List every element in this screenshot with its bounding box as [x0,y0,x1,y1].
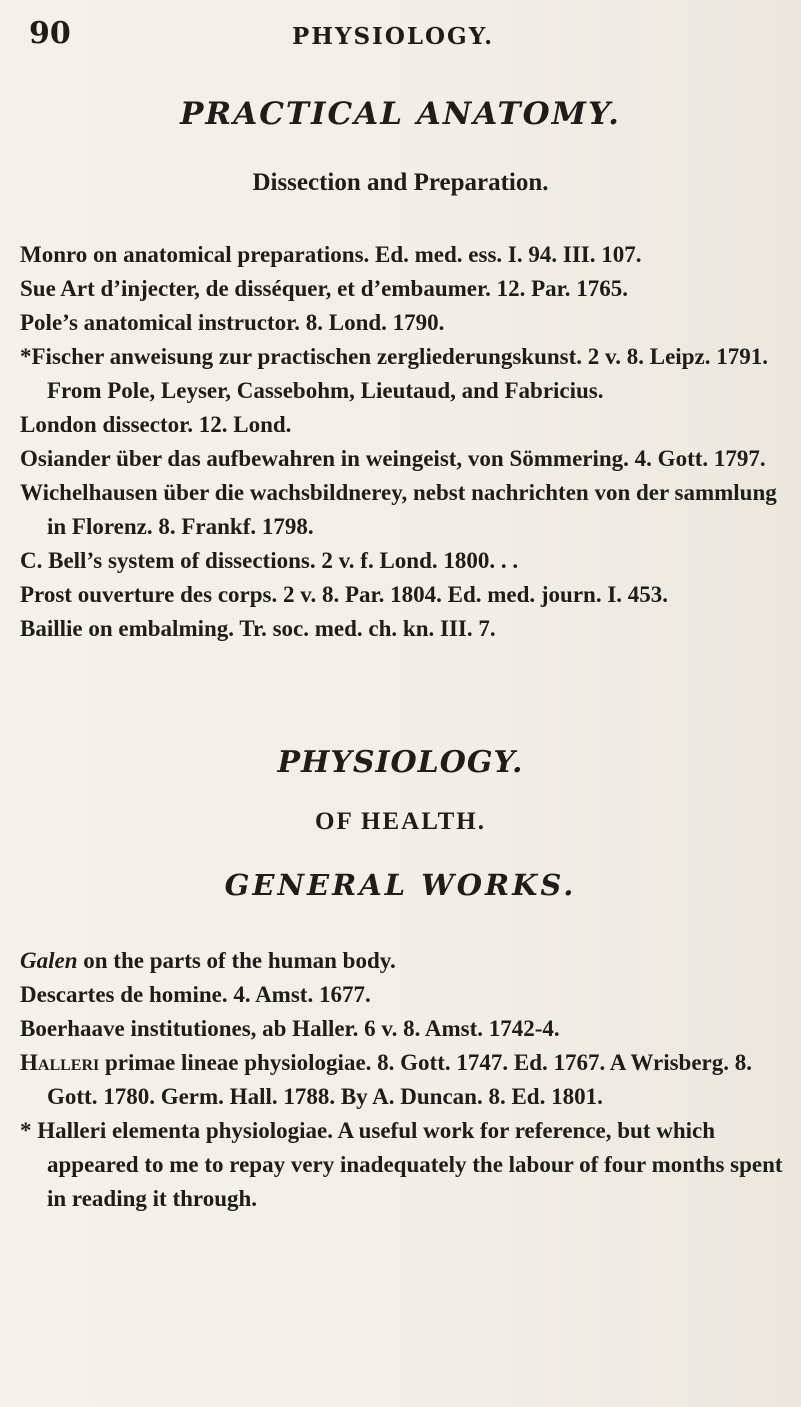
author-name: Halleri [20,1050,100,1075]
list-item: Monro on anatomical preparations. Ed. med. ess. I. 94. III. 107. [20,242,642,267]
list-item: Wichelhausen über die wachsbildnerey, nebst nachrichten von der sammlung in Florenz. 8. Frankf. 1798. [20,480,777,539]
page-number: 90 [29,16,71,51]
section-title-practical-anatomy: PRACTICAL ANATOMY. [180,96,621,132]
list-item: Osiander über das aufbewahren in weingeist, von Sömmering. 4. Gott. 1797. [20,446,766,471]
page-header [0,16,801,56]
list-item: London dissector. 12. Lond. [20,412,292,437]
entry-text: on the parts of the human body. [77,948,396,973]
subsection-of-health: OF HEALTH. [315,808,486,835]
list-item: * Halleri elementa physiologiae. A useful work for reference, but which appeared to me to repay very inadequately the labour of four months spent in reading it through. [20,1118,783,1211]
running-head: PHYSIOLOGY. [292,23,495,50]
entry-text: primae lineae physiologiae. 8. Gott. 1747. Ed. 1767. A Wrisberg. 8. Gott. 1780. Germ. Hall. 1788. By A. Duncan. 8. Ed. 1801. [47,1050,752,1109]
practical-anatomy-list [0,238,801,646]
list-item: Baillie on embalming. Tr. soc. med. ch. kn. III. 7. [20,616,496,641]
list-item-galen [0,944,786,978]
list-item: Prost ouverture des corps. 2 v. 8. Par. 1804. Ed. med. journ. I. 453. [20,582,669,607]
author-name: Galen [20,948,78,973]
section-general-works: GENERAL WORKS. [224,868,577,902]
subsection-dissection: Dissection and Preparation. [252,169,549,196]
list-item: Descartes de homine. 4. Amst. 1677. [20,982,371,1007]
list-item: Pole’s anatomical instructor. 8. Lond. 1790. [20,310,445,335]
list-item: *Fischer anweisung zur practischen zergliederungskunst. 2 v. 8. Leipz. 1791. From Pole, Leyser, Cassebohm, Lieutaud, and Fabricius. [20,344,768,403]
general-works-list [0,944,801,1216]
list-item: C. Bell’s system of dissections. 2 v. f. Lond. 1800. . . [20,548,519,573]
list-item: Boerhaave institutiones, ab Haller. 6 v. 8. Amst. 1742-4. [20,1016,560,1041]
list-item-haller [0,1046,786,1114]
list-item: Sue Art d’injecter, de disséquer, et d’embaumer. 12. Par. 1765. [20,276,628,301]
section-title-physiology: PHYSIOLOGY. [277,745,524,780]
